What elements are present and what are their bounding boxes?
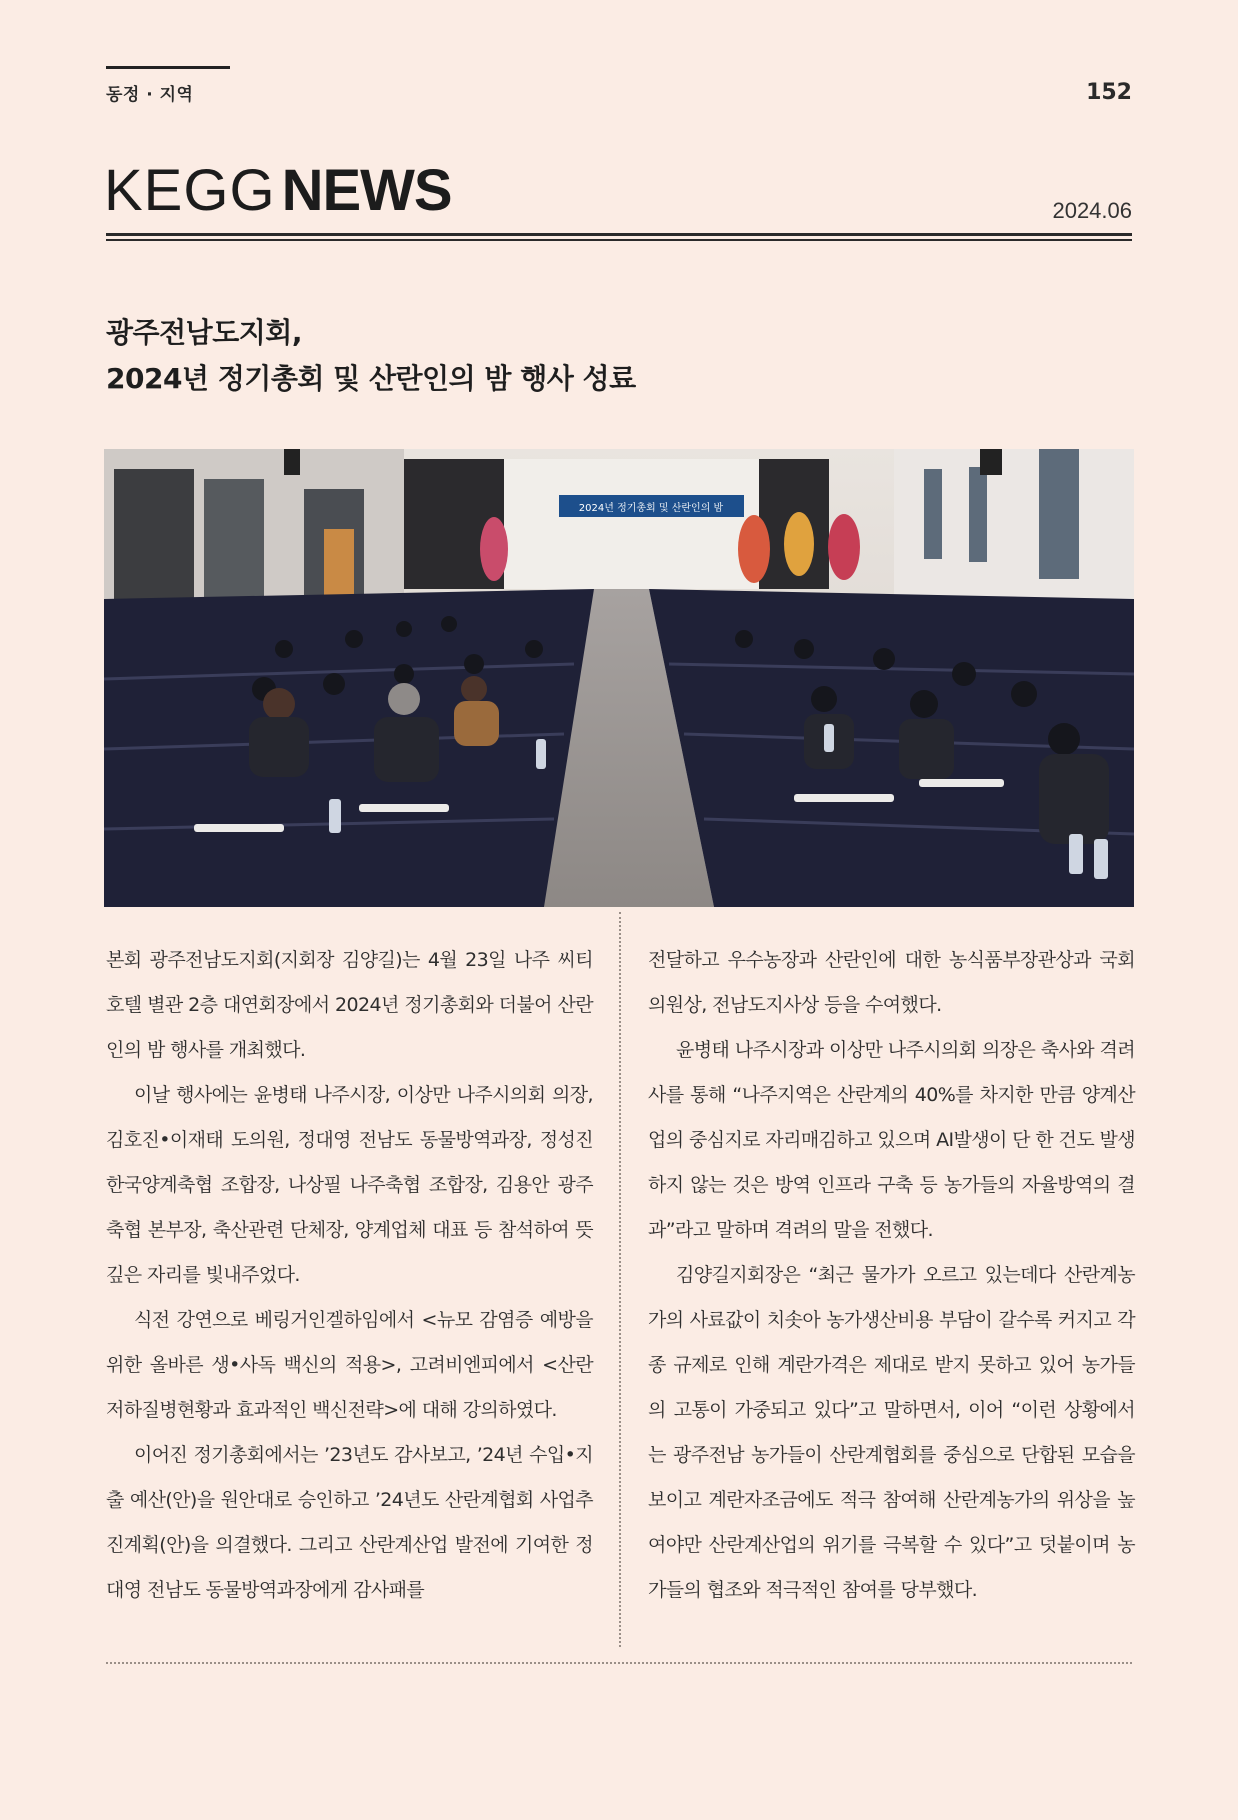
paragraph: 식전 강연으로 베링거인겔하임에서 <뉴모 감염증 예방을 위한 올바른 생•사독 백신의 적용>, 고려비엔피에서 <산란저하질병현황과 효과적인 백신전략>에 대해 강의하였다. — [106, 1309, 593, 1421]
article-title-line-1: 광주전남도지회, — [106, 316, 302, 349]
column-divider — [619, 912, 621, 1647]
paragraph: 이날 행사에는 윤병태 나주시장, 이상만 나주시의회 의장, 김호진•이재태 도의원, 정대영 전남도 동물방역과장, 정성진 한국양계축협 조합장, 나상필 나주축협 조합장, 김용안 광주축협 본부장, 축산관련 단체장, 양계업체 대표 등 참석하여 뜻깊은 자리를 빛내주었다. — [106, 1084, 593, 1286]
paragraph: 윤병태 나주시장과 이상만 나주시의회 의장은 축사와 격려사를 통해 “나주지역은 산란계의 40%를 차지한 만큼 양계산업의 중심지로 자리매김하고 있으며 AI발생이 단 한 건도 발생하지 않는 것은 방역 인프라 구축 등 농가들의 자율방역의 결과”라고 말하며 격려의 말을 전했다. — [648, 1039, 1136, 1241]
paragraph: 이어진 정기총회에서는 ’23년도 감사보고, ’24년 수입•지출 예산(안)을 원안대로 승인하고 ’24년도 산란계협회 사업추진계획(안)을 의결했다. 그리고 산란계산업 발전에 기여한 정대영 전남도 동물방역과장에게 감사패를 — [106, 1444, 593, 1601]
masthead-rule-thick — [106, 233, 1132, 236]
article-title-line-2: 2024년 정기총회 및 산란인의 밤 행사 성료 — [106, 362, 636, 395]
masthead-kegg: KEGG — [104, 158, 276, 223]
footer-dotted-rule — [106, 1662, 1132, 1664]
banner-text: 2024년 정기총회 및 산란인의 밤 — [578, 503, 724, 514]
masthead-news: NEWS — [281, 158, 452, 223]
paragraph: 전달하고 우수농장과 산란인에 대한 농식품부장관상과 국회의원상, 전남도지사상 등을 수여했다. — [648, 949, 1135, 1016]
header-accent-rule — [106, 66, 230, 69]
article-body-left-column — [106, 938, 593, 1613]
paragraph: 김양길지회장은 “최근 물가가 오르고 있는데다 산란계농가의 사료값이 치솟아 농가생산비용 부담이 갈수록 커지고 각종 규제로 인해 계란가격은 제대로 받지 못하고 있어 농가들의 고통이 가중되고 있다”고 말하면서, 이어 “이런 상황에서는 광주전남 농가들이 산란계협회를 중심으로 단합된 모습을 보이고 계란자조금에도 적극 참여해 산란계농가의 위상을 높여야만 산란계산업의 위기를 극복할 수 있다”고 덧붙이며 농가들의 협조와 적극적인 참여를 당부했다. — [648, 1264, 1135, 1601]
section-label: 동정 · 지역 — [106, 85, 194, 105]
masthead-rule-thin — [106, 239, 1132, 241]
article-title — [106, 310, 636, 402]
page-number: 152 — [1086, 80, 1132, 105]
issue-date: 2024.06 — [1052, 198, 1132, 223]
article-body-right-column — [648, 938, 1135, 1613]
paragraph: 본회 광주전남도지회(지회장 김양길)는 4월 23일 나주 씨티호텔 별관 2층 대연회장에서 2024년 정기총회와 더불어 산란인의 밤 행사를 개최했다. — [106, 949, 593, 1061]
event-photo — [104, 449, 1134, 907]
masthead — [104, 158, 452, 223]
